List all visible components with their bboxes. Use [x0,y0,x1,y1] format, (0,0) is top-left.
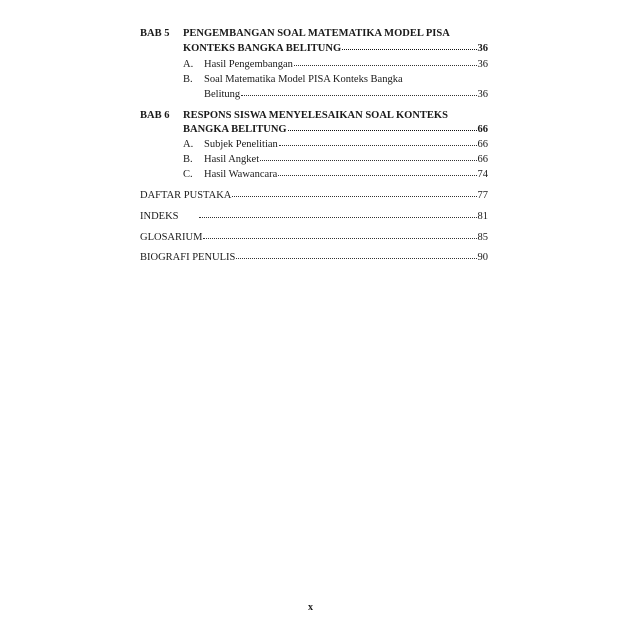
daftar-pustaka-entry[interactable] [140,189,488,203]
dot-leader [199,217,477,218]
bab5-title-line2: KONTEKS BANGKA BELITUNG [183,43,342,54]
glosarium-entry[interactable] [140,231,488,245]
indeks-text: INDEKS [140,211,179,222]
bab5-item-a-text: Hasil Pengembangan [204,59,293,70]
dot-leader [278,175,476,176]
biografi-penulis-text: BIOGRAFI PENULIS [140,252,236,263]
bab6-item-c-letter: C. [183,169,193,180]
bab5-item-b-letter: B. [183,74,193,85]
bab6-item-b-entry[interactable] [204,153,488,167]
bab6-title-entry[interactable] [183,123,488,137]
bab6-item-b-page: 66 [477,154,488,165]
bab5-item-b-entry[interactable] [204,88,488,102]
dot-leader [232,196,476,197]
indeks-page: 81 [477,211,488,222]
dot-leader [288,130,477,131]
bab5-item-b-text-line2: Belitung [204,89,241,100]
indeks-entry[interactable] [140,210,488,224]
biografi-penulis-page: 90 [477,252,488,263]
dot-leader [294,65,477,66]
page-number: x [308,602,313,613]
bab5-title-entry[interactable] [183,42,488,56]
glosarium-page: 85 [477,232,488,243]
bab5-item-a-letter: A. [183,59,194,70]
dot-leader [279,145,477,146]
daftar-pustaka-text: DAFTAR PUSTAKA [140,190,232,201]
bab6-item-c-page: 74 [477,169,488,180]
bab6-item-b-letter: B. [183,154,193,165]
bab6-title-line2: BANGKA BELITUNG [183,124,287,135]
bab6-label: BAB 6 [140,110,170,121]
bab5-item-a-entry[interactable] [204,58,488,72]
bab6-title-line1: RESPONS SISWA MENYELESAIKAN SOAL KONTEKS [183,110,448,121]
dot-leader [241,95,476,96]
dot-leader [260,160,476,161]
bab6-item-b-text: Hasil Angket [204,154,260,165]
glosarium-text: GLOSARIUM [140,232,203,243]
bab6-item-a-entry[interactable] [204,138,488,152]
dot-leader [236,258,476,259]
dot-leader [203,238,476,239]
bab6-item-a-letter: A. [183,139,194,150]
bab5-page: 36 [477,43,488,54]
bab5-item-a-page: 36 [477,59,488,70]
daftar-pustaka-page: 77 [477,190,488,201]
bab6-item-a-page: 66 [477,139,488,150]
bab5-item-b-text-line1: Soal Matematika Model PISA Konteks Bangka [204,74,403,85]
bab6-item-c-text: Hasil Wawancara [204,169,278,180]
bab6-item-c-entry[interactable] [204,168,488,182]
biografi-penulis-entry[interactable] [140,251,488,265]
bab5-title-line1: PENGEMBANGAN SOAL MATEMATIKA MODEL PISA [183,28,450,39]
dot-leader [342,49,476,50]
bab5-label: BAB 5 [140,28,170,39]
bab5-item-b-page: 36 [477,89,488,100]
bab6-item-a-text: Subjek Penelitian [204,139,278,150]
bab6-page: 66 [477,124,488,135]
